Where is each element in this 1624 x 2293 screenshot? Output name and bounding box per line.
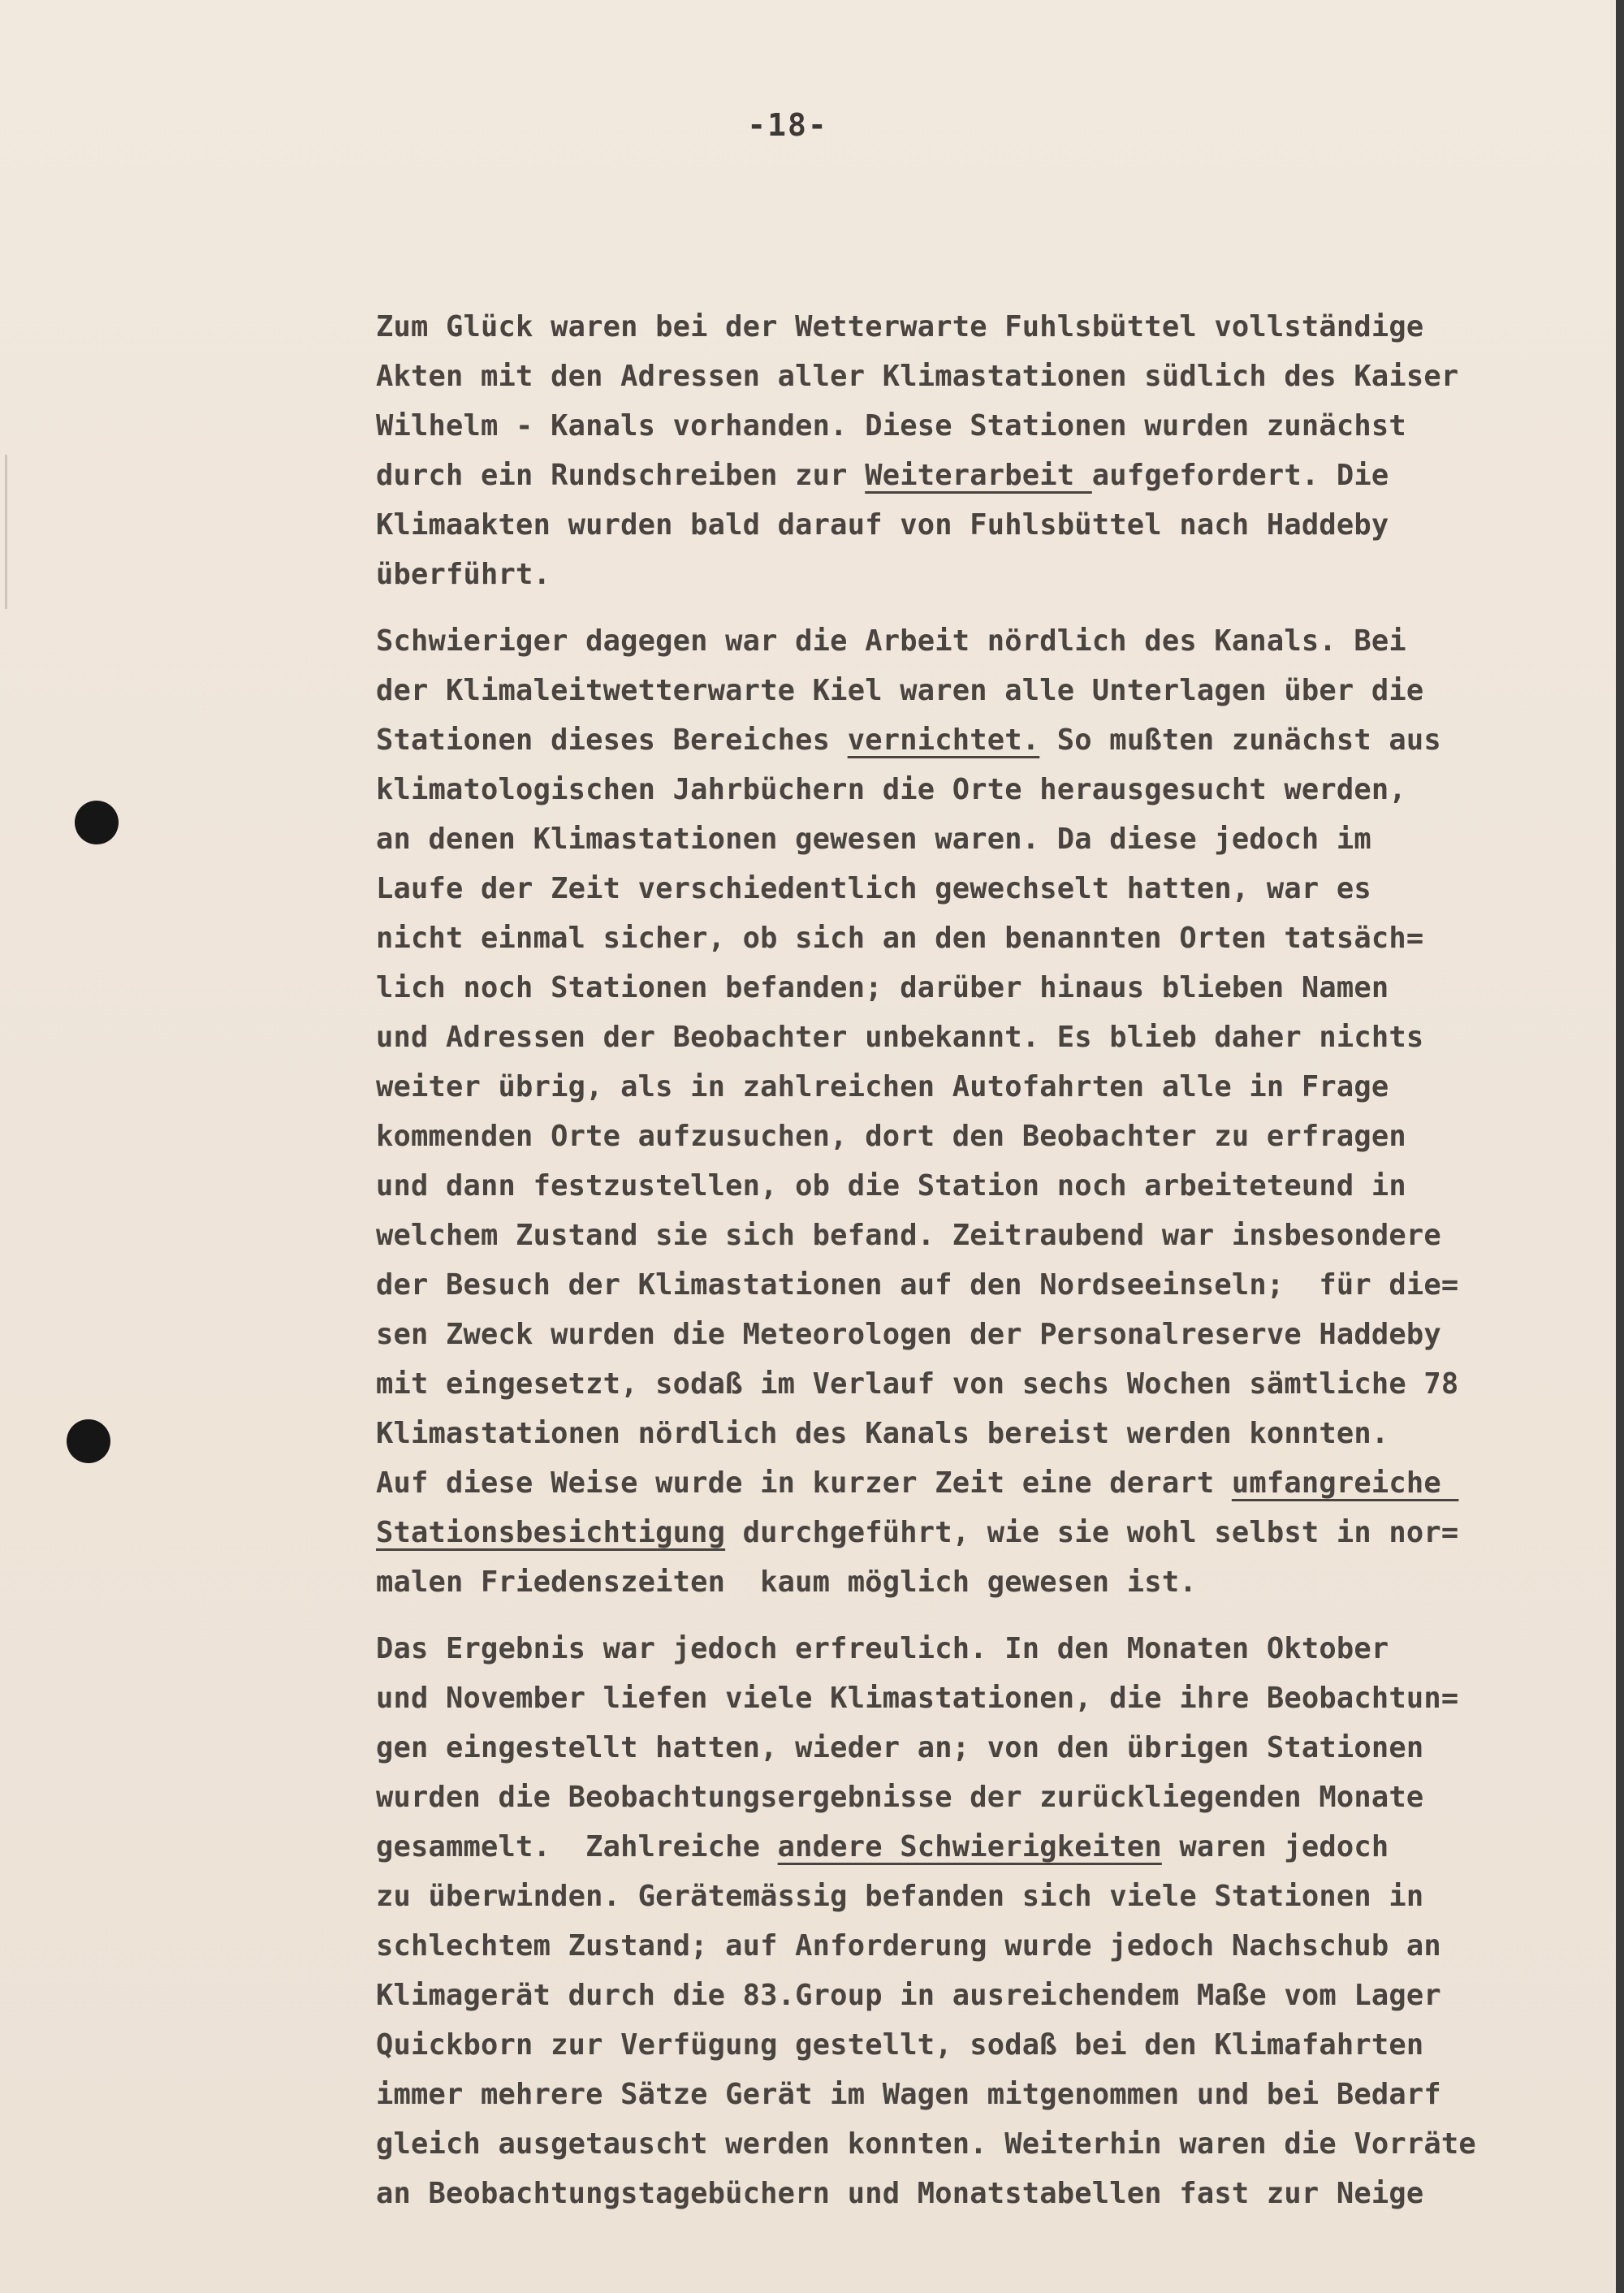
text-line <box>376 1458 1624 1508</box>
text-line: wurden die Beobachtungsergebnisse der zurückliegenden Monate <box>376 1781 1424 1814</box>
text-run: Auf diese Weise wurde in kurzer Zeit eine derart <box>376 1466 1232 1500</box>
punch-hole <box>75 801 119 844</box>
text-line: immer mehrere Sätze Gerät im Wagen mitgenommen und bei Bedarf <box>376 2078 1441 2111</box>
text-line: sen Zweck wurden die Meteorologen der Personalreserve Haddeby <box>376 1318 1441 1351</box>
text-line: gleich ausgetauscht werden konnten. Weiterhin waren die Vorräte <box>376 2127 1476 2161</box>
typewritten-body <box>376 302 1624 2218</box>
text-line: und Adressen der Beobachter unbekannt. Es blieb daher nichts <box>376 1021 1424 1054</box>
text-line: an Beobachtungstagebüchern und Monatstabellen fast zur Neige <box>376 2177 1424 2210</box>
text-line: der Klimaleitwetterwarte Kiel waren alle Unterlagen über die <box>376 674 1424 707</box>
paragraph <box>376 1624 1624 2218</box>
underlined-text: andere Schwierigkeiten <box>777 1830 1162 1863</box>
text-line: der Besuch der Klimastationen auf den Nordseeinseln; für die= <box>376 1268 1459 1302</box>
text-line: Schwieriger dagegen war die Arbeit nördlich des Kanals. Bei <box>376 624 1406 658</box>
underlined-text: Weiterarbeit <box>865 459 1092 492</box>
text-line: Das Ergebnis war jedoch erfreulich. In den Monaten Oktober <box>376 1632 1389 1665</box>
text-line <box>376 1508 1624 1557</box>
text-line: und dann festzustellen, ob die Station noch arbeiteteund in <box>376 1169 1406 1203</box>
text-line: mit eingesetzt, sodaß im Verlauf von sechs Wochen sämtliche 78 <box>376 1367 1459 1401</box>
paper-edge-mark <box>5 455 7 609</box>
paragraph <box>376 616 1624 1607</box>
text-line <box>376 451 1624 500</box>
text-run: gesammelt. Zahlreiche <box>376 1830 778 1863</box>
text-line: zu überwinden. Gerätemässig befanden sich viele Stationen in <box>376 1880 1424 1913</box>
text-line: weiter übrig, als in zahlreichen Autofahrten alle in Frage <box>376 1070 1389 1103</box>
text-line: kommenden Orte aufzusuchen, dort den Beobachter zu erfragen <box>376 1120 1406 1153</box>
text-run: durchgeführt, wie sie wohl selbst in nor= <box>725 1516 1459 1549</box>
text-line: welchem Zustand sie sich befand. Zeitraubend war insbesondere <box>376 1219 1441 1252</box>
text-line: und November liefen viele Klimastationen, die ihre Beobachtun= <box>376 1682 1459 1715</box>
text-line: lich noch Stationen befanden; darüber hinaus blieben Namen <box>376 971 1389 1004</box>
text-line: Wilhelm - Kanals vorhanden. Diese Stationen wurden zunächst <box>376 409 1406 443</box>
text-run: So mußten zunächst aus <box>1039 723 1441 757</box>
text-line: Laufe der Zeit verschiedentlich gewechselt hatten, war es <box>376 872 1371 905</box>
text-run: aufgefordert. Die <box>1091 459 1389 492</box>
text-run: Stationen dieses Bereiches <box>376 723 848 757</box>
text-line: überführt. <box>376 558 551 591</box>
text-line: an denen Klimastationen gewesen waren. Da diese jedoch im <box>376 823 1371 856</box>
underlined-text: Stationsbesichtigung <box>376 1516 726 1549</box>
text-line: Klimaakten wurden bald darauf von Fuhlsbüttel nach Haddeby <box>376 508 1389 542</box>
text-line: nicht einmal sicher, ob sich an den benannten Orten tatsäch= <box>376 922 1424 955</box>
underlined-text: vernichtet. <box>847 723 1040 757</box>
punch-hole <box>67 1419 110 1463</box>
text-line: gen eingestellt hatten, wieder an; von den übrigen Stationen <box>376 1731 1424 1764</box>
text-line: klimatologischen Jahrbüchern die Orte herausgesucht werden, <box>376 773 1406 806</box>
text-line: Akten mit den Adressen aller Klimastationen südlich des Kaiser <box>376 360 1459 393</box>
text-line: Klimagerät durch die 83.Group in ausreichendem Maße vom Lager <box>376 1979 1441 2012</box>
text-line: Quickborn zur Verfügung gestellt, sodaß bei den Klimafahrten <box>376 2028 1424 2062</box>
text-line: schlechtem Zustand; auf Anforderung wurde jedoch Nachschub an <box>376 1929 1441 1963</box>
text-line: Klimastationen nördlich des Kanals bereist werden konnten. <box>376 1417 1389 1450</box>
text-line <box>376 715 1624 765</box>
text-run: waren jedoch <box>1161 1830 1389 1863</box>
paragraph <box>376 302 1624 599</box>
underlined-text: umfangreiche <box>1231 1466 1459 1500</box>
text-line: malen Friedenszeiten kaum möglich gewesen ist. <box>376 1565 1197 1599</box>
page-number: -18- <box>747 107 828 143</box>
text-line <box>376 1822 1624 1872</box>
text-run: durch ein Rundschreiben zur <box>376 459 866 492</box>
text-line: Zum Glück waren bei der Wetterwarte Fuhlsbüttel vollständige <box>376 310 1424 343</box>
